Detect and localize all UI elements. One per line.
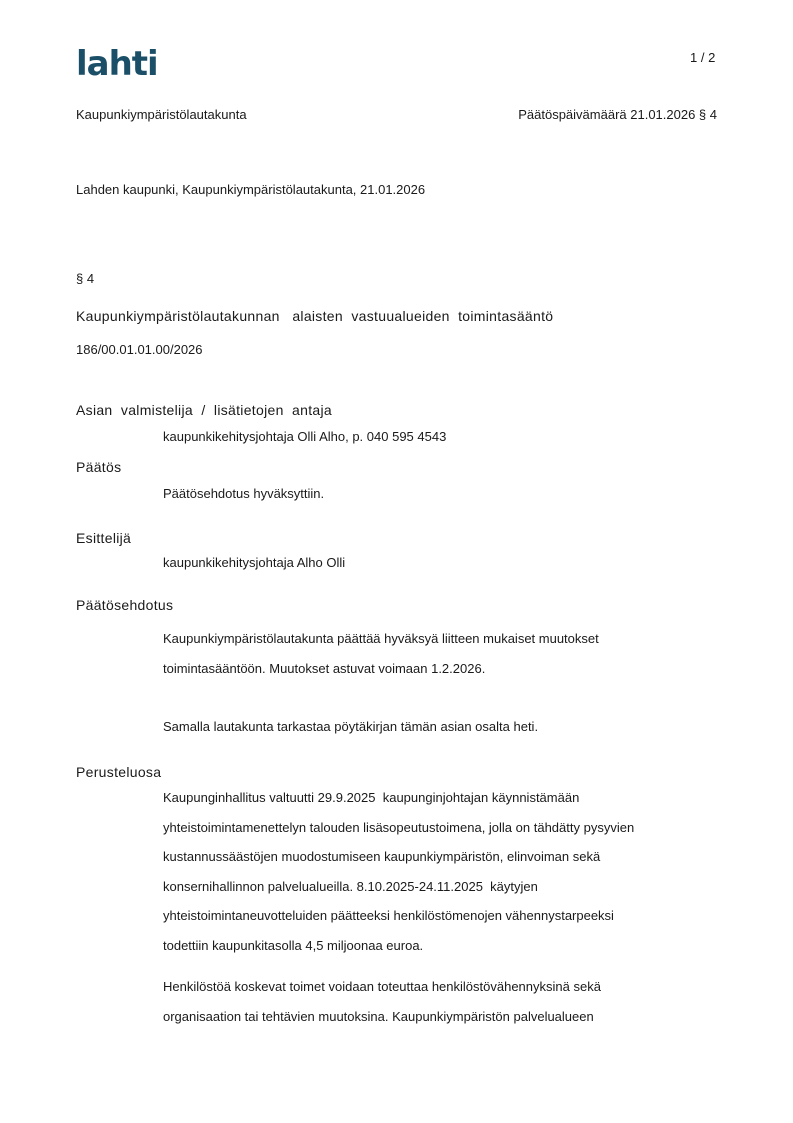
record-id: 186/00.01.01.00/2026 <box>76 342 203 357</box>
proposal-line: toimintasääntöön. Muutokset astuvat voimaan 1.2.2026. <box>163 660 486 676</box>
presenter-heading: Esittelijä <box>76 530 132 546</box>
proposal-heading: Päätösehdotus <box>76 597 174 613</box>
rationale-line: yhteistoimintaneuvotteluiden päätteeksi henkilöstömenojen vähennystarpeeksi <box>163 908 614 923</box>
rationale-paragraph-2 <box>163 972 723 1031</box>
meeting-line: Lahden kaupunki, Kaupunkiympäristölautakunta, 21.01.2026 <box>76 182 426 197</box>
lahti-logo: lahti <box>76 44 158 84</box>
rationale-line: yhteistoimintamenettelyn talouden lisäsopeutustoimena, jolla on tähdätty pysyvien <box>163 819 635 835</box>
board-name: Kaupunkiympäristölautakunta <box>76 107 247 122</box>
rationale-line: kustannussäästöjen muodostumiseen kaupunkiympäristön, elinvoiman sekä <box>163 849 601 864</box>
rationale-line: Kaupunginhallitus valtuutti 29.9.2025 kaupunginjohtajan käynnistämään <box>163 790 580 805</box>
rationale-line: organisaation tai tehtävien muutoksina. Kaupunkiympäristön palvelualueen <box>163 1008 594 1024</box>
rationale-line: Henkilöstöä koskevat toimet voidaan toteuttaa henkilöstövähennyksinä sekä <box>163 979 601 994</box>
page-number: 1 / 2 <box>690 50 716 65</box>
rationale-line: todettiin kaupunkitasolla 4,5 miljoonaa euroa. <box>163 937 424 953</box>
section-title: Kaupunkiympäristölautakunnan alaisten vastuualueiden toimintasääntö <box>76 308 554 324</box>
proposal-paragraph <box>163 624 723 683</box>
preparer-heading: Asian valmistelija / lisätietojen antaja <box>76 402 332 418</box>
proposal-line: Kaupunkiympäristölautakunta päättää hyväksyä liitteen mukaiset muutokset <box>163 631 599 646</box>
section-number: § 4 <box>76 271 95 286</box>
preparer-text: kaupunkikehitysjohtaja Olli Alho, p. 040 595 4543 <box>163 429 447 444</box>
rationale-paragraph-1 <box>163 783 723 960</box>
decision-heading: Päätös <box>76 459 122 475</box>
presenter-text: kaupunkikehitysjohtaja Alho Olli <box>163 555 346 570</box>
proposal-note: Samalla lautakunta tarkastaa pöytäkirjan tämän asian osalta heti. <box>163 719 539 734</box>
decision-text: Päätösehdotus hyväksyttiin. <box>163 486 325 501</box>
decision-date: Päätöspäivämäärä 21.01.2026 § 4 <box>518 107 717 122</box>
rationale-line: konsernihallinnon palvelualueilla. 8.10.2025-24.11.2025 käytyjen <box>163 878 538 894</box>
rationale-heading: Perusteluosa <box>76 764 162 780</box>
